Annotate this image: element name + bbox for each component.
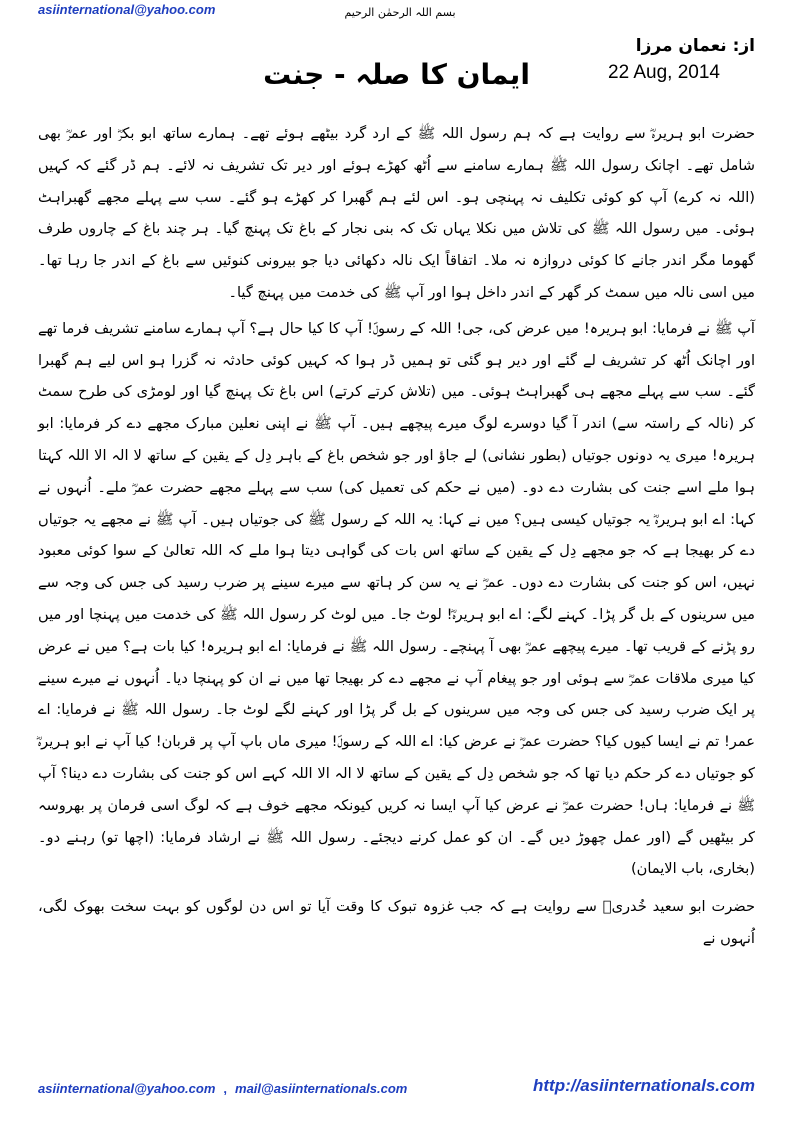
footer-email-yahoo[interactable]: asiinternational@yahoo.com xyxy=(38,1081,216,1096)
article-body xyxy=(38,118,755,955)
header-email[interactable]: asiinternational@yahoo.com xyxy=(38,2,216,17)
footer-website-link[interactable]: http://asiinternationals.com xyxy=(533,1076,755,1095)
footer-separator: , xyxy=(223,1081,228,1096)
page-title: ایمان کا صلہ - جنت xyxy=(263,58,530,91)
paragraph: آپ ﷺ نے فرمایا: ابو ہریرہ! میں عرض کی، جی! اللہ کے رسولؐ! آپ کا کیا حال ہے؟ آپ ہمارے سامنے تشریف فرما تھے اور اچانک اُٹھ کر تشریف لے گئے اور دیر ہو گئی تو ہمیں ڈر ہوا کہ کہیں کوئی حادثہ نہ گزرا ہو اس لیے ہم گھبرا گئے۔ سب سے پہلے مجھے ہی گھبراہٹ ہوئی۔ میں (تلاش کرتے کرتے) اس باغ تک پہنچ گیا اور لومڑی کی طرح سمٹ کر (نالہ کے راستہ سے) اندر آ گیا دوسرے لوگ میرے پیچھے ہیں۔ آپ ﷺ نے اپنی نعلین مبارک مجھے دے کر فرمایا: ابو ہریرہ! میری یہ دونوں جوتیاں (بطور نشانی) لے جاؤ اور جو شخص باغ کے باہر دِل کے یقین کے ساتھ لا الہ الا اللہ کہتا ہوا ملے اسے جنت کی بشارت دے دو۔ (میں نے حکم کی تعمیل کی) سب سے پہلے مجھے حضرت عمرؓ ملے۔ اُنہوں نے کہا: اے ابو ہریرہؓ یہ جوتیاں کیسی ہیں؟ میں نے کہا: یہ اللہ کے رسول ﷺ کی جوتیاں ہیں۔ آپ ﷺ نے مجھے یہ جوتیاں دے کر بھیجا ہے کہ جو مجھے دِل کے یقین کے ساتھ اس بات کی گواہی دیتا ہوا ملے کہ اللہ تعالیٰ کے سوا کوئی معبود نہیں، اس کو جنت کی بشارت دے دوں۔ عمرؓ نے یہ سن کر ہاتھ سے میرے سینے پر ضرب رسید کی جس کی وجہ سے میں سرینوں کے بل گر پڑا۔ کہنے لگے: اے ابو ہریرہؓ! لوٹ جا۔ میں لوٹ کر رسول اللہ ﷺ کی خدمت میں پہنچا اور میں رو پڑنے کے قریب تھا۔ میرے پیچھے عمرؓ بھی آ پہنچے۔ رسول اللہ ﷺ نے فرمایا: اے ابو ہریرہ! کیا بات ہے؟ میں نے عرض کیا میری ملاقات عمرؓ سے ہوئی اور جو پیغام آپ نے مجھے دے کر بھیجا تھا میں نے ان کو پہنچا دیا۔ اُنہوں نے میرے سینے پر ایک ضرب رسید کی جس کی وجہ میں سرینوں کے بل گر پڑا اور کہنے لگے لوٹ جا۔ رسول اللہ ﷺ نے فرمایا: اے عمر! تم نے ایسا کیوں کیا؟ حضرت عمرؓ نے عرض کیا: اے اللہ کے رسولؐ! میری ماں باپ آپ پر قربان! کیا آپ نے ابو ہریرہؓ کو جوتیاں دے کر حکم دیا تھا کہ جو شخص دِل کے یقین کے ساتھ لا الہ الا اللہ کہے اس کو جنت کی بشارت دے دینا؟ آپ ﷺ نے فرمایا: ہاں! حضرت عمرؓ نے عرض کیا آپ ایسا نہ کریں کیونکہ مجھے خوف ہے کہ لوگ اسی فرمان پر بھروسہ کر بیٹھیں گے (اور عمل چھوڑ دیں گے۔ ان کو عمل کرنے دیجئے۔ رسول اللہ ﷺ نے ارشاد فرمایا: (اچھا تو) رہنے دو۔ (بخاری، باب الایمان) xyxy=(38,319,755,878)
author-name: از: نعمان مرزا xyxy=(635,36,755,56)
footer-email-mail[interactable]: mail@asiinternationals.com xyxy=(235,1081,408,1096)
paragraph: حضرت ابو ہریرہؓ سے روایت ہے کہ ہم رسول اللہ ﷺ کے ارد گرد بیٹھے ہوئے تھے۔ ہمارے ساتھ ابو بکرؓ اور عمرؓ بھی شامل تھے۔ اچانک رسول اللہ ﷺ ہمارے سامنے سے اُٹھ کھڑے ہوئے اور دیر تک تشریف نہ لائے۔ ہم ڈر گئے کہ کہیں (اللہ نہ کرے) آپ کو کوئی تکلیف نہ پہنچی ہو۔ اس لئے ہم گھبرا کر کھڑے ہو گئے۔ سب سے پہلے مجھے گھبراہٹ ہوئی۔ میں رسول اللہ ﷺ کی تلاش میں نکلا یہاں تک کہ بنی نجار کے باغ تک پہنچ گیا۔ ہر چند باغ کے چاروں طرف گھوما مگر اندر جانے کا کوئی دروازہ نہ ملا۔ اتفاقاً ایک نالہ دکھائی دیا جو بیرونی کنوئیں سے باغ کے اندر جا رہا تھا۔ میں اسی نالہ میں سمٹ کر گھر کے اندر داخل ہوا اور آپ ﷺ کی خدمت میں پہنچ گیا۔ xyxy=(38,125,755,301)
publish-date: 22 Aug, 2014 xyxy=(608,62,720,83)
paragraph: حضرت ابو سعید خُدریؓ سے روایت ہے کہ جب غزوہ تبوک کا وقت آیا تو اس دن لوگوں کو بہت سخت بھوک لگی، اُنہوں نے xyxy=(38,898,755,947)
bismillah: بسم اللہ الرحمٰن الرحیم xyxy=(344,6,456,19)
footer-emails xyxy=(38,1081,407,1096)
